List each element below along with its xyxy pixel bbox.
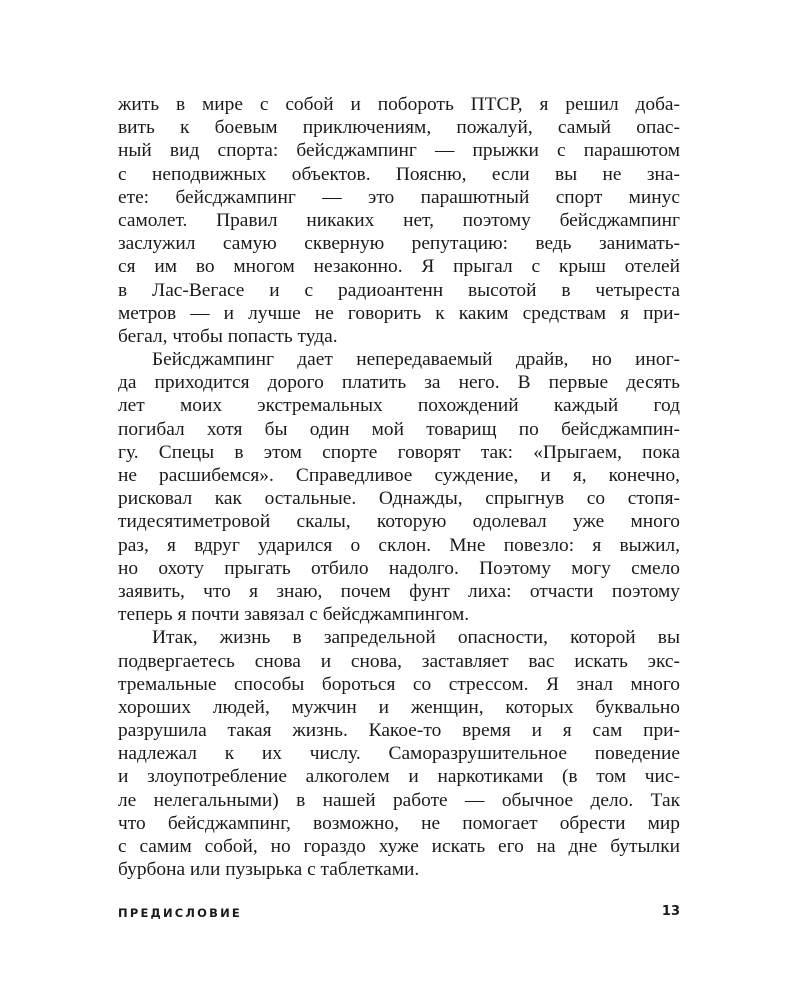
- text-line: заявить, что я знаю, почем фунт лиха: отчасти поэтому: [118, 580, 680, 602]
- text-line: погибал хотя бы один мой товарищ по бейсджампин-: [118, 418, 680, 440]
- page-number: 13: [661, 904, 680, 919]
- text-line: и злоупотребление алкоголем и наркотиками (в том чис-: [118, 766, 680, 788]
- text-line: вить к боевым приключениям, пожалуй, самый опас-: [118, 117, 680, 139]
- running-footer-title: ПРЕДИСЛОВИЕ: [118, 906, 242, 920]
- text-line: надлежал к их числу. Саморазрушительное поведение: [118, 743, 680, 765]
- text-line: в Лас-Вегасе и с радиоантенн высотой в четыреста: [118, 279, 680, 301]
- text-line: ный вид спорта: бейсджампинг — прыжки с парашютом: [118, 140, 680, 162]
- text-line: Итак, жизнь в запредельной опасности, которой вы: [152, 627, 680, 649]
- text-line: разрушила такая жизнь. Какое-то время и я сам при-: [118, 720, 680, 742]
- body-text: [118, 93, 680, 881]
- text-line: заслужил самую скверную репутацию: ведь занимать-: [118, 233, 680, 255]
- text-line: ле нелегальными) в нашей работе — обычное дело. Так: [118, 789, 680, 811]
- text-line: ете: бейсджампинг — это парашютный спорт минус: [118, 186, 680, 208]
- text-line: но охоту прыгать отбило надолго. Поэтому могу смело: [118, 557, 680, 579]
- text-line: теперь я почти завязал с бейсджампингом.: [118, 604, 470, 626]
- text-line: с неподвижных объектов. Поясню, если вы не зна-: [118, 163, 680, 185]
- text-line: с самим собой, но гораздо хуже искать его на дне бутылки: [118, 836, 680, 857]
- text-line: ся им во многом незаконно. Я прыгал с крыш отелей: [118, 256, 680, 278]
- text-line: бурбона или пузырька с таблетками.: [118, 859, 420, 881]
- text-line: тремальные способы бороться со стрессом. Я знал много: [118, 673, 680, 695]
- text-line: лет моих экстремальных похождений каждый год: [118, 395, 680, 417]
- text-line: метров — и лучше не говорить к каким средствам я при-: [118, 302, 680, 324]
- text-line: бегал, чтобы попасть туда.: [118, 325, 338, 347]
- text-line: тидесятиметровой скалы, которую одолевал уже много: [118, 511, 680, 533]
- text-line: самолет. Правил никаких нет, поэтому бейсджампинг: [118, 209, 680, 231]
- text-line: подвергаетесь снова и снова, заставляет вас искать экс-: [118, 650, 680, 672]
- text-line: не расшибемся». Справедливое суждение, и я, конечно,: [118, 465, 680, 486]
- text-line: раз, я вдруг ударился о склон. Мне повезло: я выжил,: [118, 534, 680, 556]
- text-line: жить в мире с собой и побороть ПТСР, я решил доба-: [118, 94, 680, 115]
- text-line: хороших людей, мужчин и женщин, которых буквально: [118, 696, 680, 718]
- text-line: Бейсджампинг дает непередаваемый драйв, но иног-: [152, 349, 680, 371]
- text-line: да приходится дорого платить за него. В первые десять: [118, 372, 680, 394]
- text-line: гу. Спецы в этом спорте говорят так: «Прыгаем, пока: [118, 441, 680, 463]
- text-line: рисковал как остальные. Однажды, спрыгнув со стопя-: [118, 488, 680, 510]
- text-line: что бейсджампинг, возможно, не помогает обрести мир: [118, 812, 680, 834]
